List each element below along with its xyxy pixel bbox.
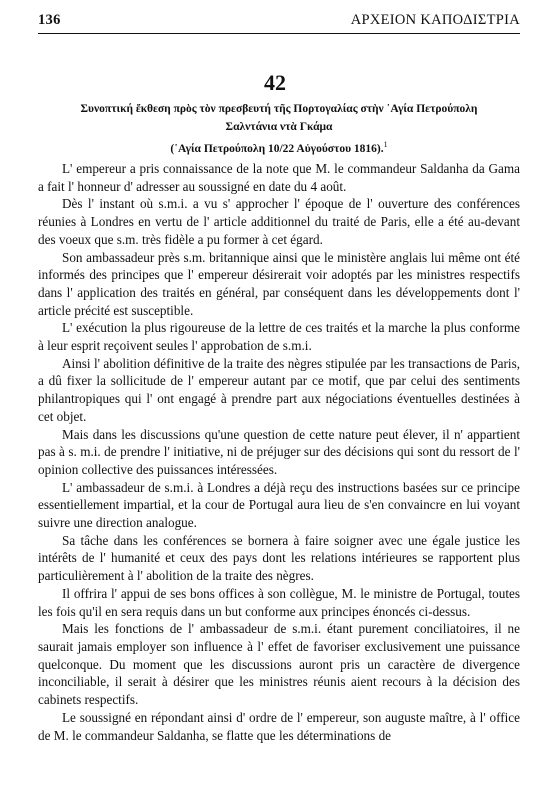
running-title: ΑΡΧΕΙΟΝ ΚΑΠΟΔΙΣΤΡΙΑ bbox=[350, 12, 520, 28]
paragraph: L' empereur a pris connaissance de la note que M. le commandeur Saldanha da Gama a fait l' honneur d' adresser au soussigné en date du 4 août. bbox=[38, 161, 520, 194]
page-number: 136 bbox=[38, 12, 61, 28]
heading-date: (῾Αγία Πετρούπολη 10/22 Αὐγούστου 1816). bbox=[170, 142, 384, 155]
body-text bbox=[38, 160, 520, 744]
running-header bbox=[38, 12, 520, 29]
paragraph: Mais dans les discussions qu'une question de cette nature peut élever, il n' appartient pas à s. m.i. de prendre l' initiative, ni de préjuger sur des décisions qui sont du ressort de l' opinion collective des puissances intéressées. bbox=[38, 426, 520, 477]
paragraph: Dès l' instant où s.m.i. a vu s' approcher l' époque de l' ouverture des conférences réunies à Londres en vertu de l' article additionnel du traité de Paris, elle a été au-devant des voeux que s.m. très fidèle a pu former à cet égard. bbox=[38, 196, 520, 247]
paragraph: L' ambassadeur de s.m.i. à Londres a déjà reçu des instructions basées sur ce principe essentiellement impartial, et la cour de Portugal aura lieu de s'en convaincre en lui voyant suivre une direction analogue. bbox=[38, 479, 520, 531]
document-heading bbox=[38, 100, 520, 158]
paragraph: Mais les fonctions de l' ambassadeur de s.m.i. étant purement conciliatoires, il ne saurait jamais employer son influence à l' effet de favoriser exclusivement une puissance quelconque. Du moment que les discussions auront pris un caractère de divergence inconciliable, il serait à désirer que les ministres réunis aient recours à la décision des cabinets respectifs. bbox=[38, 621, 520, 708]
heading-line-1: Συνοπτική ἔκθεση πρὸς τὸν πρεσβευτή τῆς Πορτογαλίας στὴν ῾Αγία Πετρούπολη bbox=[80, 103, 478, 115]
document-number: 42 bbox=[264, 70, 286, 95]
paragraph: Ainsi l' abolition définitive de la traite des nègres stipulée par les transactions de Paris, a dû fixer la sollicitude de l' empereur autant par ce motif, que par celui des sentiments philantropiques qui l' ont engagé à prendre part aux négociations éventuelles destinées à cet objet. bbox=[38, 355, 520, 424]
paragraph: Il offrira l' appui de ses bons offices à son collègue, M. le ministre de Portugal, toutes les fois qu'il en sera requis dans un but conforme aux principes énoncés ci-dessus. bbox=[38, 585, 520, 619]
paragraph: Son ambassadeur près s.m. britannique ainsi que le ministère anglais lui même ont été informés des principes que l' empereur désirerait voir adoptés par les ministres respectifs dans l' application des traités en général, par conséquent dans les développements dont l' article précité est susceptible. bbox=[38, 249, 520, 318]
footnote-mark: 1 bbox=[383, 140, 388, 149]
paragraph: Sa tâche dans les conférences se bornera à faire soigner avec une égale justice les intérêts de l' humanité et ceux des pays dont les relations intérieures se rapportent plus particulièrement à l' abolition de la traite des nègres. bbox=[38, 532, 520, 584]
heading-line-3 bbox=[38, 136, 520, 158]
paragraph: L' exécution la plus rigoureuse de la lettre de ces traités et la marche la plus conforme à leur esprit reçoivent seules l' approbation de s.m.i. bbox=[38, 320, 520, 354]
header-rule bbox=[38, 33, 520, 34]
paragraph: Le soussigné en répondant ainsi d' ordre de l' empereur, son auguste maître, à l' office de M. le commandeur Saldanha, se flatte que les déterminations de bbox=[38, 709, 520, 743]
heading-line-2: Σαλντάνια ντὰ Γκάμα bbox=[225, 121, 333, 133]
